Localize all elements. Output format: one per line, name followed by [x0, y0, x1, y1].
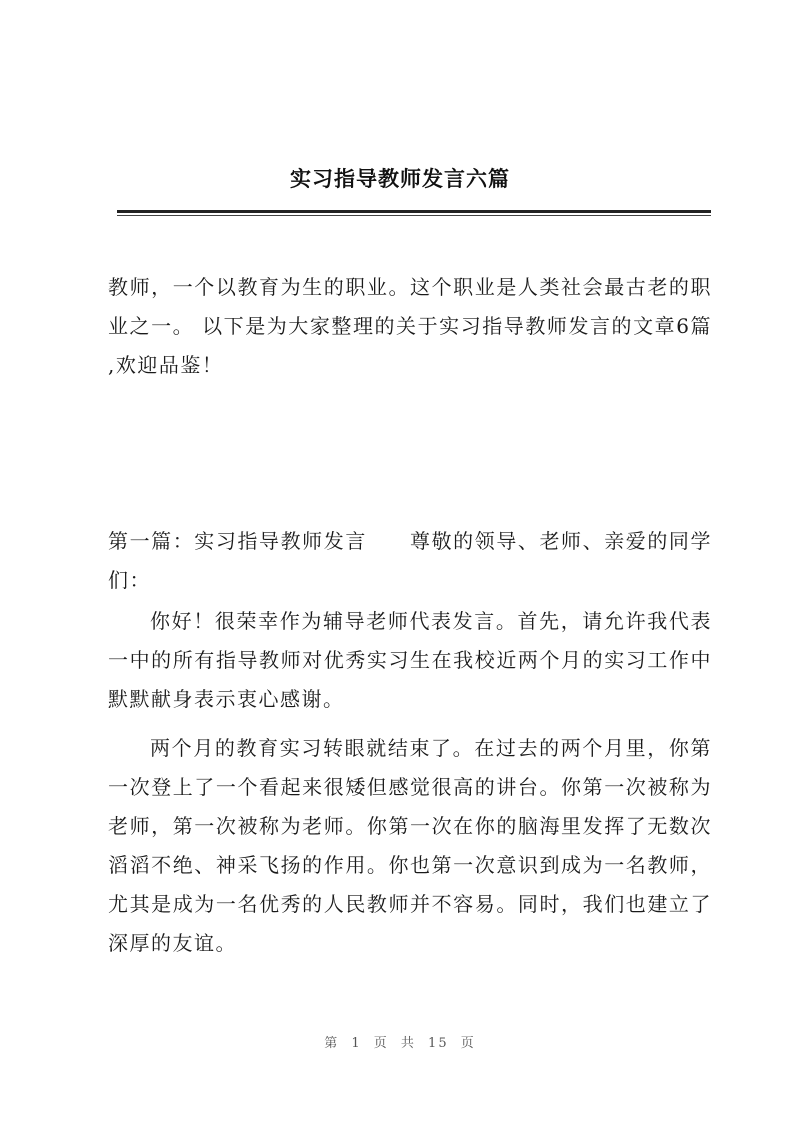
- section-heading: 第一篇：实习指导教师发言 尊敬的领导、老师、亲爱的同学们：: [108, 529, 712, 592]
- body-paragraph: 两个月的教育实习转眼就结束了。在过去的两个月里，你第一次登上了一个看起来很矮但感觉很高的讲台。你第一次被称为老师，第一次被称为老师。你第一次在你的脑海里发挥了无数次滔滔不绝、神采飞扬的作用。你也第一次意识到成为一名教师，尤其是成为一名优秀的人民教师并不容易。同时，我们也建立了深厚的友谊。: [108, 736, 712, 955]
- page-number-footer: 第 1 页 共 15 页: [324, 1036, 476, 1051]
- page-title: 实习指导教师发言六篇: [290, 167, 510, 191]
- body-paragraph: 你好！很荣幸作为辅导老师代表发言。首先，请允许我代表一中的所有指导教师对优秀实习生在我校近两个月的实习工作中默默献身表示衷心感谢。: [108, 609, 712, 711]
- intro-paragraph: 教师，一个以教育为生的职业。这个职业是人类社会最古老的职业之一。 以下是为大家整理的关于实习指导教师发言的文章6篇 ,欢迎品鉴！: [108, 275, 712, 377]
- title-divider: [117, 210, 711, 213]
- title-divider-thin: [117, 215, 711, 216]
